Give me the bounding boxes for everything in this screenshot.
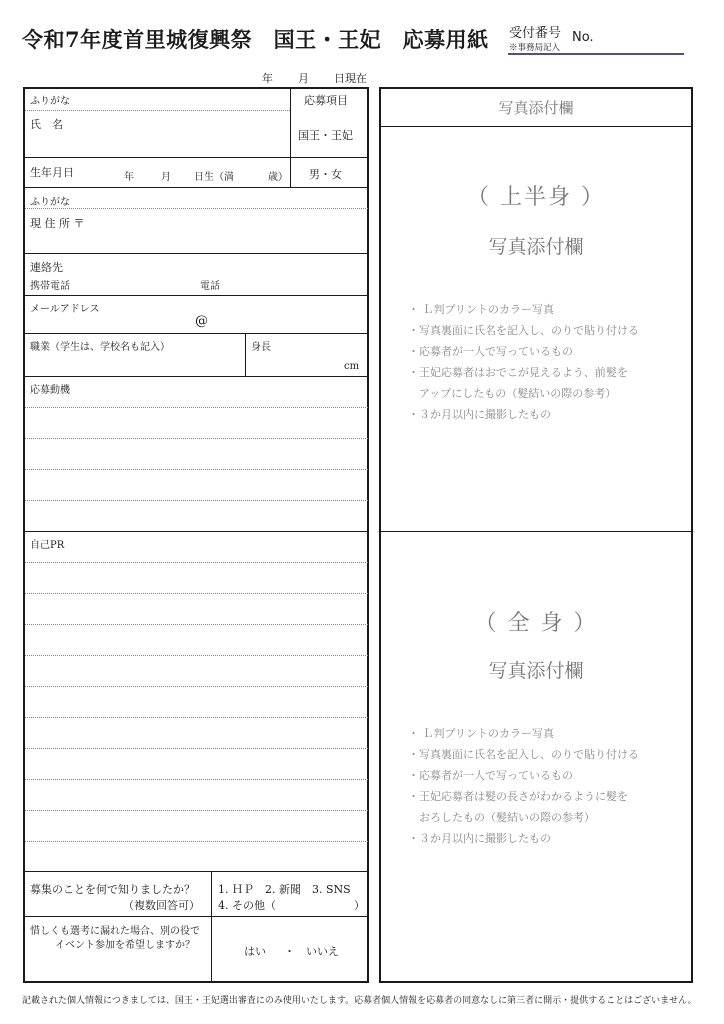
- writing-line: [25, 810, 368, 811]
- divider: [25, 187, 368, 188]
- date-year-label: 年: [262, 72, 273, 85]
- writing-line: [25, 500, 368, 501]
- height-field[interactable]: cm: [344, 361, 360, 372]
- divider: [25, 916, 368, 917]
- phone-field[interactable]: 電話: [200, 281, 220, 292]
- writing-line: [25, 562, 368, 563]
- photo-note: ・写真裏面に氏名を記入し、のりで貼り付ける: [408, 748, 639, 761]
- reception-number-field[interactable]: No.: [572, 30, 594, 45]
- writing-line: [25, 624, 368, 625]
- writing-line: [25, 593, 368, 594]
- gender-field[interactable]: 男・女: [309, 168, 342, 181]
- divider: [25, 333, 368, 334]
- upper-body-label: （ 上半身 ）: [467, 185, 605, 210]
- entry-item-value[interactable]: 国王・王妃: [298, 129, 353, 142]
- divider: [25, 253, 368, 254]
- how-known-question: 募集のことを何で知りましたか？: [30, 883, 195, 896]
- furigana-label: ふりがな: [30, 96, 70, 107]
- self-pr-field[interactable]: 自己PR: [30, 540, 65, 551]
- photo-note: おろしたもの（髪結いの際の参考）: [408, 811, 595, 824]
- birth-day-field[interactable]: 日生（満: [194, 172, 234, 183]
- full-photo-upload[interactable]: 写真添付欄: [488, 660, 584, 682]
- other-role-question-2: イベント参加を希望しますか？: [55, 940, 195, 951]
- motivation-field[interactable]: 応募動機: [30, 385, 70, 396]
- dotted-line: [25, 110, 290, 111]
- how-known-note: （複数回答可）: [123, 899, 200, 912]
- how-known-options[interactable]: 1. ＨＰ 2. 新聞 3. SNS: [218, 883, 351, 896]
- writing-line: [25, 717, 368, 718]
- how-known-other-close: ）: [354, 899, 365, 912]
- photo-note: ・３か月以内に撮影したもの: [408, 832, 551, 845]
- photo-note: ・ Ｌ判プリントのカラー写真: [408, 727, 555, 740]
- writing-line: [25, 407, 368, 408]
- upper-photo-upload[interactable]: 写真添付欄: [488, 236, 584, 258]
- other-role-yes[interactable]: はい: [244, 945, 266, 958]
- writing-line: [25, 841, 368, 842]
- photo-note: ・王妃応募者は髪の長さがわかるように髪を: [408, 790, 628, 803]
- how-known-other[interactable]: 4. その他（: [218, 899, 276, 912]
- birth-year-field[interactable]: 年: [124, 172, 134, 183]
- contact-label: 連絡先: [30, 261, 63, 274]
- divider: [245, 334, 246, 377]
- photo-note: ・ Ｌ判プリントのカラー写真: [408, 303, 555, 316]
- photo-note: ・写真裏面に氏名を記入し、のりで貼り付ける: [408, 324, 639, 337]
- dotted-line: [25, 208, 368, 209]
- reception-underline: [508, 53, 684, 55]
- divider: [25, 531, 368, 532]
- address-furigana-label: ふりがな: [30, 197, 70, 208]
- divider: [211, 872, 212, 982]
- entry-item-label: 応募項目: [304, 94, 348, 107]
- divider: [381, 126, 691, 127]
- divider: [25, 871, 368, 872]
- writing-line: [25, 748, 368, 749]
- mobile-field[interactable]: 携帯電話: [30, 281, 70, 292]
- photo-note: ・王妃応募者はおでこが見えるよう、前髪を: [408, 366, 628, 379]
- email-label: メールアドレス: [30, 304, 100, 315]
- full-body-label: （ 全 身 ）: [474, 611, 598, 636]
- other-role-separator: ・: [284, 945, 295, 958]
- other-role-no[interactable]: いいえ: [306, 945, 339, 958]
- privacy-footer: 記載された個人情報につきましては、国王・王妃選出審査にのみ使用いたします。応募者個人情報を応募者の同意なしに第三者に開示・提供することはございません。: [22, 996, 697, 1006]
- writing-line: [25, 438, 368, 439]
- photo-note: ・応募者が一人で写っているもの: [408, 769, 573, 782]
- date-current-label: 日現在: [334, 72, 367, 85]
- photo-area: [379, 87, 693, 983]
- writing-line: [25, 686, 368, 687]
- divider: [25, 295, 368, 296]
- photo-header: 写真添付欄: [498, 99, 574, 117]
- photo-note: アップにしたもの（髪結いの際の参考）: [408, 387, 617, 400]
- writing-line: [25, 655, 368, 656]
- occupation-field[interactable]: 職業（学生は、学校名も記入）: [30, 342, 170, 353]
- writing-line: [25, 779, 368, 780]
- photo-note: ・応募者が一人で写っているもの: [408, 345, 573, 358]
- name-field[interactable]: 氏 名: [30, 118, 63, 131]
- age-field[interactable]: 歳）: [268, 172, 288, 183]
- date-month-label: 月: [298, 72, 309, 85]
- page-title: 令和7年度首里城復興祭 国王・王妃 応募用紙: [22, 27, 489, 52]
- reception-number-label: 受付番号: [509, 26, 562, 41]
- divider: [25, 376, 368, 377]
- address-field[interactable]: 現 住 所 〒: [30, 217, 85, 230]
- birth-month-field[interactable]: 月: [161, 172, 171, 183]
- divider: [290, 88, 291, 187]
- writing-line: [25, 469, 368, 470]
- other-role-question-1: 惜しくも選考に漏れた場合、別の役で: [30, 926, 200, 937]
- height-label: 身長: [251, 342, 271, 353]
- divider: [381, 531, 691, 532]
- birthdate-label: 生年月日: [30, 166, 74, 179]
- photo-note: ・３か月以内に撮影したもの: [408, 408, 551, 421]
- reception-note: ※事務局記入: [509, 43, 561, 53]
- email-field[interactable]: @: [195, 314, 208, 329]
- divider: [25, 157, 368, 158]
